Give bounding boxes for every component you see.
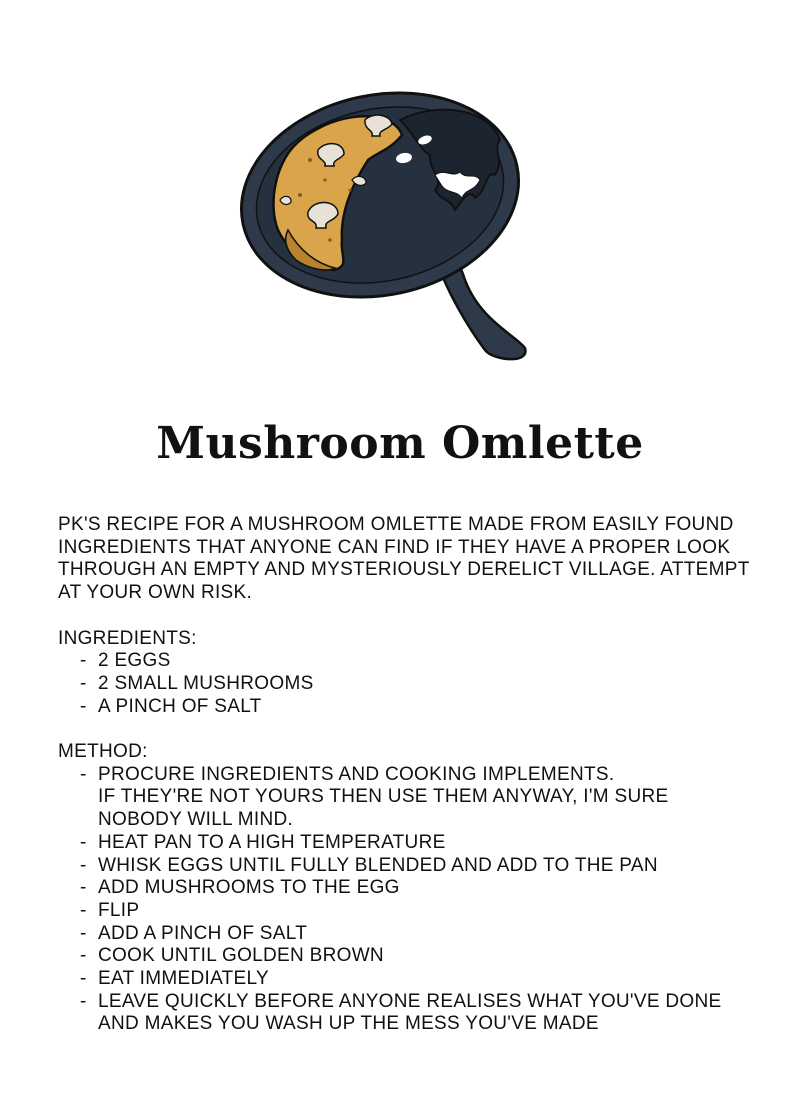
method-step: - COOK UNTIL GOLDEN BROWN	[80, 945, 384, 967]
ingredient-item: - A PINCH OF SALT	[80, 695, 262, 717]
ingredients-list	[80, 650, 758, 718]
method-list	[80, 764, 758, 1036]
intro-line: PK'S RECIPE FOR A MUSHROOM OMLETTE MADE FROM EASILY FOUND	[58, 514, 734, 535]
frying-pan-illustration	[230, 80, 540, 370]
method-step: - EAT IMMEDIATELY	[80, 968, 269, 990]
method-step: - WHISK EGGS UNTIL FULLY BLENDED AND ADD TO THE PAN	[80, 854, 658, 876]
ingredients-heading: INGREDIENTS:	[58, 627, 197, 649]
intro-line: THROUGH AN EMPTY AND MYSTERIOUSLY DERELICT VILLAGE. ATTEMPT	[58, 559, 750, 581]
recipe-title: Mushroom Omlette	[156, 418, 644, 469]
method-heading: METHOD:	[58, 741, 148, 762]
omelette-in-pan-icon	[230, 80, 540, 370]
recipe-body	[58, 514, 758, 1036]
method-step: - LEAVE QUICKLY BEFORE ANYONE REALISES WHAT YOU'VE DONE AND MAKES YOU WASH UP THE MESS YOU'VE MADE	[80, 990, 722, 1035]
method-step: - FLIP	[80, 899, 140, 921]
ingredient-item: - 2 EGGS	[80, 650, 171, 672]
intro-line: AT YOUR OWN RISK.	[58, 582, 253, 604]
recipe-intro	[58, 514, 758, 605]
ingredient-item: - 2 SMALL MUSHROOMS	[80, 672, 314, 694]
method-step: - HEAT PAN TO A HIGH TEMPERATURE	[80, 831, 446, 853]
method-step: - PROCURE INGREDIENTS AND COOKING IMPLEMENTS. IF THEY'RE NOT YOURS THEN USE THEM ANYWAY, I'M SURE NOBODY WILL MIND.	[80, 763, 669, 831]
intro-line: INGREDIENTS THAT ANYONE CAN FIND IF THEY HAVE A PROPER LOOK	[58, 536, 731, 558]
method-step: - ADD A PINCH OF SALT	[80, 922, 308, 944]
method-step: - ADD MUSHROOMS TO THE EGG	[80, 877, 400, 899]
